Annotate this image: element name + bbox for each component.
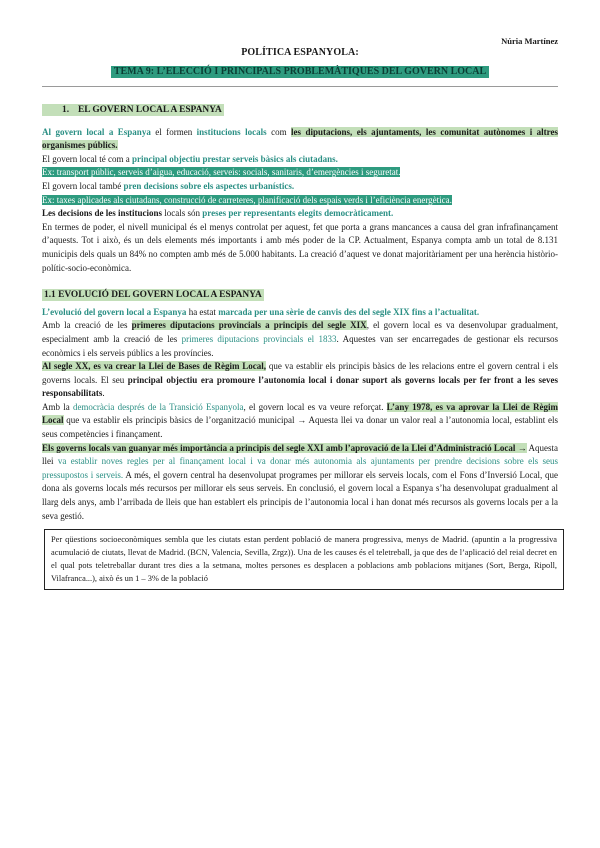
text-span: principal objectiu era promoure l’autonomia local i donar suport als governs locals per fer front a les seves responsabilitats [42, 374, 559, 399]
example-text: Ex: transport públic, serveis d’aigua, educació, serveis: socials, sanitaris, d’emergències i seguretat. [42, 167, 401, 178]
text-span: Al segle XX, es va crear la Llei de Bases de Règim Local, [42, 361, 267, 372]
text-span: va establir noves regles per al finançament local i va donar més autonomia als ajuntaments per prendre decisions sobre els seus pressupostos i serveis. [42, 456, 558, 480]
text-span: Aquesta llei [42, 442, 559, 467]
text-span: que va establir els principis bàsics de l’organització municipal → Aquesta llei va donar un valor real a l’autonomia local, establint els seus competències i finançament. [42, 415, 558, 440]
text-span: pren decisions sobre els aspectes urbanístics. [123, 180, 295, 191]
example-2 [42, 194, 558, 208]
text-span: les diputacions, els ajuntaments, les comunitat autònomes i altres organismes públics. [42, 126, 559, 151]
paragraph-1-3 [42, 180, 558, 194]
text-span: . Aquestes van ser encarregades de gestionar els recursos econòmics i els serveis públics a les províncies. [42, 333, 559, 358]
text-span: , el govern local es va desenvolupar gradualment, especialment amb la creació de les [42, 320, 559, 344]
text-span: ha estat [186, 306, 219, 317]
note-box: Per qüestions socioeconòmiques sembla que les ciutats estan perdent població de manera progressiva, menys de Madrid. (apuntin a la progressiva acumulació de ciutats, llevat de Madrid. (BCN, Valencia, Sevilla, Zrgz)). Una de les causes és el teletreball, ja que des de l’aplicació del reial decret en el qual pots teletreballar durant tres dies a la setmana, moltes persones es desplacen a poblacions amb poblacions mitjanes (Sort, Berga, Ripoll, Vilafranca...), això és un 1 – 3% de la població [44, 529, 564, 590]
text-span: locals són [162, 208, 203, 219]
text-span: preses per representants elegits democràticament. [202, 208, 394, 219]
text-span: . [102, 388, 105, 399]
text-span: democràcia després de la Transició Espanyola [72, 401, 244, 412]
paragraph-2-2 [42, 319, 558, 360]
paragraph-2-5 [42, 442, 558, 524]
section-1-heading [42, 104, 558, 118]
paragraph-1-2 [42, 153, 558, 167]
paragraph-2-4 [42, 401, 558, 442]
section-1-title: EL GOVERN LOCAL A ESPANYA [78, 105, 222, 115]
author-name: Núria Martínez [501, 36, 558, 46]
paragraph-2-3 [42, 360, 558, 401]
text-span: El govern local també [42, 180, 124, 191]
paragraph-1-1 [42, 126, 558, 153]
text-span: L’any 1978, es va aprovar la Llei de Règim Local [42, 401, 559, 426]
document-title: POLÍTICA ESPANYOLA: [241, 47, 359, 58]
text-span: El govern local té com a [42, 153, 132, 164]
paragraph-1-4 [42, 207, 558, 221]
document-subtitle-wrap [0, 61, 600, 79]
document-subtitle: TEMA 9: L’ELECCIÓ I PRINCIPALS PROBLEMÀTIQUES DEL GOVERN LOCAL [111, 66, 489, 78]
text-span: , el govern local es va veure reforçat. [243, 401, 387, 412]
section-1-1-heading [42, 289, 558, 303]
example-1 [42, 166, 558, 180]
text-span: institucions locals [196, 126, 267, 137]
section-1-1-title: 1.1 EVOLUCIÓ DEL GOVERN LOCAL A ESPANYA [44, 290, 262, 301]
paragraph-1-5: En termes de poder, el nivell municipal és el menys controlat per aquest, fet que porta a grans mancances a causa del gran infrafinançament d’aquests. Tot i això, és un dels elements més importants i amb més poder de la CP. Actualment, Espanya compta amb un total de 8.131 municipis dels quals un 84% no compten amb més de 5.000 habitants. La creació d’aquest ve donat majoritàriament per una herència històrio-polític-socio-econòmica. [42, 221, 558, 273]
text-span: primeres diputacions provincials a principis del segle XIX [131, 320, 367, 331]
text-span: Al govern local a Espanya [42, 126, 151, 137]
text-span: com [266, 126, 292, 137]
text-span: el formen [150, 126, 197, 137]
text-span: principal objectiu prestar serveis bàsics als ciutadans. [131, 153, 338, 164]
text-span: L’evolució del govern local a Espanya [42, 306, 187, 317]
text-span: Les decisions de les institucions [42, 208, 163, 219]
example-text: Ex: taxes aplicades als ciutadans, construcció de carreteres, planificació dels espais verds i l’eficiència energètica. [42, 194, 452, 205]
text-span: que va establir els principis bàsics de les relacions entre el govern central i els governs locals. El seu [42, 361, 558, 385]
header-divider [42, 86, 558, 87]
text-span: marcada per una sèrie de canvis des del segle XIX fins a l’actualitat. [218, 306, 480, 317]
text-span: A més, el govern central ha desenvolupat programes per millorar els serveis locals, com el Fons d’Inversió Local, que dona als governs locals més recursos per millorar els seus serveis. En conclusió, el govern local a Espanya s’ha desenvolupat gradualment al llarg dels anys, amb l’arribada de lleis que han establert els principis de l’autonomia local i han donat més recursos als governs locals per a la seva gestió. [42, 469, 558, 521]
text-span: primeres diputacions provincials el 1833 [181, 333, 337, 344]
document-body [42, 104, 558, 590]
text-span: Amb la creació de les [42, 320, 132, 331]
section-1-number: 1. [62, 105, 70, 115]
text-span: Amb la [42, 401, 73, 412]
paragraph-2-1 [42, 306, 558, 320]
text-span: Els governs locals van guanyar més importància a principis del segle XXI amb l’aprovació de la Llei d’Administració Local → [42, 442, 527, 453]
